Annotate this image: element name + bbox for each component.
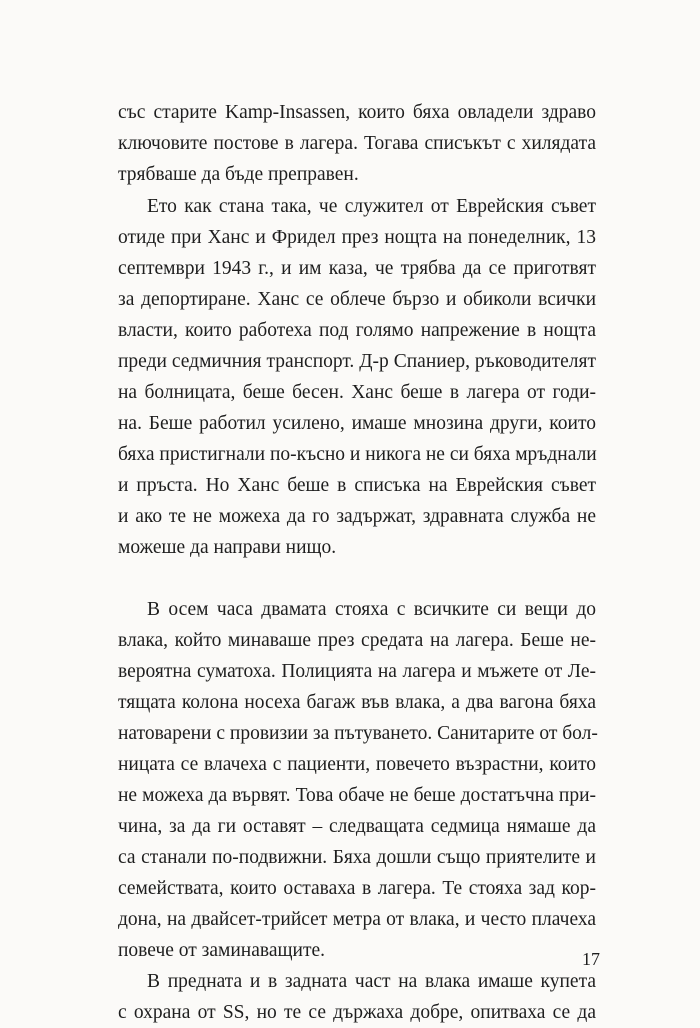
text-line: Ето как стана така, че служител от Еврейския съвет xyxy=(147,196,596,217)
text-line: и ако те не можеха да го задържат, здравната служба не xyxy=(118,506,596,527)
text-line: вероятна суматоха. Полицията на лагера и мъжете от Ле- xyxy=(118,661,596,682)
text-line: ключовите постове в лагера. Тогава списъкът с хилядата xyxy=(118,133,596,154)
text-line: можеше да направи нищо. xyxy=(118,537,337,558)
text-line: със старите Kamp-Insassen, които бяха овладели здраво xyxy=(118,102,596,123)
text-line: В осем часа двамата стояха с всичките си вещи до xyxy=(147,599,596,620)
text-line: бяха пристигнали по-късно и никога не си бяха мръднали xyxy=(118,444,597,465)
text-line: натоварени с провизии за пътуването. Санитарите от бол- xyxy=(118,723,598,744)
text-line: не можеха да вървят. Това обаче не беше достатъчна при- xyxy=(118,785,596,806)
text-line: са станали по-подвижни. Бяха дошли също приятелите и xyxy=(118,847,596,868)
text-line: за депортиране. Ханс се облече бързо и обиколи всички xyxy=(118,289,596,310)
page-number: 17 xyxy=(582,949,600,969)
text-line: тящата колона носеха багаж във влака, а два вагона бяха xyxy=(118,692,596,713)
text-line: на болницата, беше бесен. Ханс беше в лагера от годи- xyxy=(118,382,596,403)
text-line: на. Беше работил усилено, имаше мнозина други, които xyxy=(118,413,596,434)
text-line: септември 1943 г., и им каза, че трябва да се приготвят xyxy=(118,258,596,279)
text-line: В предната и в задната част на влака имаше купета xyxy=(147,971,596,992)
text-line: трябваше да бъде преправен. xyxy=(118,164,359,185)
text-line: власти, които работеха под голямо напрежение в нощта xyxy=(118,320,596,341)
text-line: семействата, които оставаха в лагера. Те стояха зад кор- xyxy=(118,878,596,899)
text-line: преди седмичния транспорт. Д-р Спаниер, ръководителят xyxy=(118,351,596,372)
text-line: дона, на двайсет-трийсет метра от влака, и често плачеха xyxy=(118,909,596,930)
text-line: с охрана от SS, но те се държаха добре, опитваха се да xyxy=(118,1002,596,1023)
text-line: повече от заминаващите. xyxy=(118,940,326,961)
text-line: ницата се влачеха с пациенти, повечето възрастни, които xyxy=(118,754,596,775)
text-line: чина, за да ги оставят – следващата седмица нямаше да xyxy=(118,816,596,837)
text-line: и пръста. Но Ханс беше в списъка на Еврейския съвет xyxy=(118,475,596,496)
text-line: отиде при Ханс и Фридел през нощта на понеделник, 13 xyxy=(118,227,596,248)
text-line: влака, който минаваше през средата на лагера. Беше не- xyxy=(118,630,596,651)
